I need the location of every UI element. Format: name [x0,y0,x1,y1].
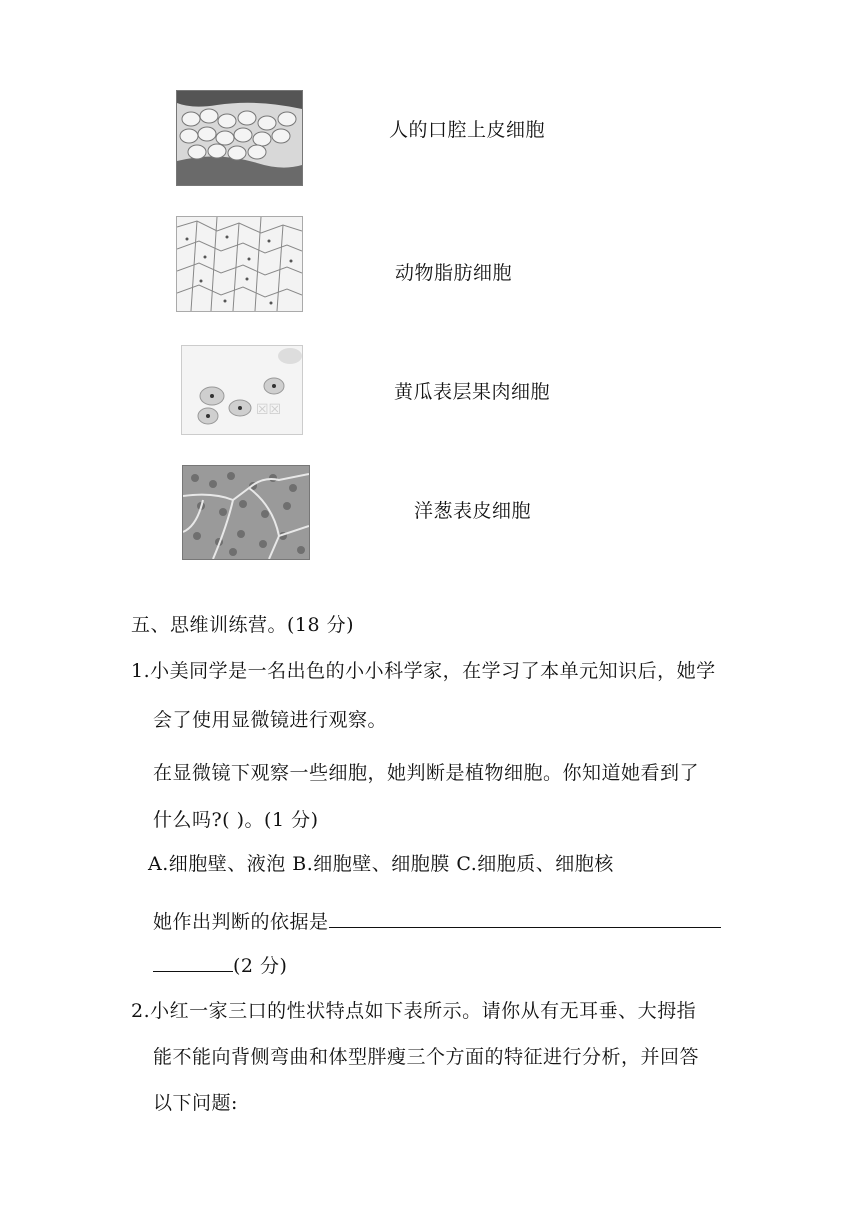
q1-line-2: 会了使用显微镜进行观察。 [153,709,388,731]
q1-line-4: 什么吗?( )。(1 分) [153,809,319,831]
cell-label-4: 洋葱表皮细胞 [414,500,532,522]
q1-basis-blank-2[interactable] [153,953,233,972]
section-heading: 五、思维训练营。(18 分) [131,614,355,636]
q1-options: A.细胞壁、液泡 B.细胞壁、细胞膜 C.细胞质、细胞核 [148,853,614,875]
cucumber-pulp-micrograph-icon [183,466,309,559]
micrograph-3 [181,345,303,435]
q2-line-3: 以下问题: [153,1092,238,1114]
svg-text:☒☒: ☒☒ [256,402,282,418]
cheek-cell-micrograph-icon [182,346,302,434]
micrograph-2 [176,216,303,312]
q1-basis-line-2 [153,951,287,978]
q1-line-3: 在显微镜下观察一些细胞，她判断是植物细胞。你知道她看到了 [153,762,700,784]
micrograph-4 [182,465,310,560]
q2-line-2: 能不能向背侧弯曲和体型胖瘦三个方面的特征进行分析，并回答 [153,1046,700,1068]
cell-label-2: 动物脂肪细胞 [395,262,513,284]
cell-label-1: 人的口腔上皮细胞 [389,119,546,141]
q2-line-1: 2.小红一家三口的性状特点如下表所示。请你从有无耳垂、大拇指 [131,1000,697,1022]
q1-basis-blank[interactable] [329,909,721,928]
q1-line-1: 1.小美同学是一名出色的小小科学家，在学习了本单元知识后，她学 [131,660,716,682]
onion-epidermis-micrograph-icon [177,217,302,311]
micrograph-1 [176,90,303,186]
cell-label-3: 黄瓜表层果肉细胞 [394,381,551,403]
fat-tissue-micrograph-icon [177,91,302,185]
q1-basis-line [153,907,721,934]
q1-basis-prefix: 她作出判断的依据是 [153,911,329,933]
q1-basis-score: (2 分) [233,955,288,977]
